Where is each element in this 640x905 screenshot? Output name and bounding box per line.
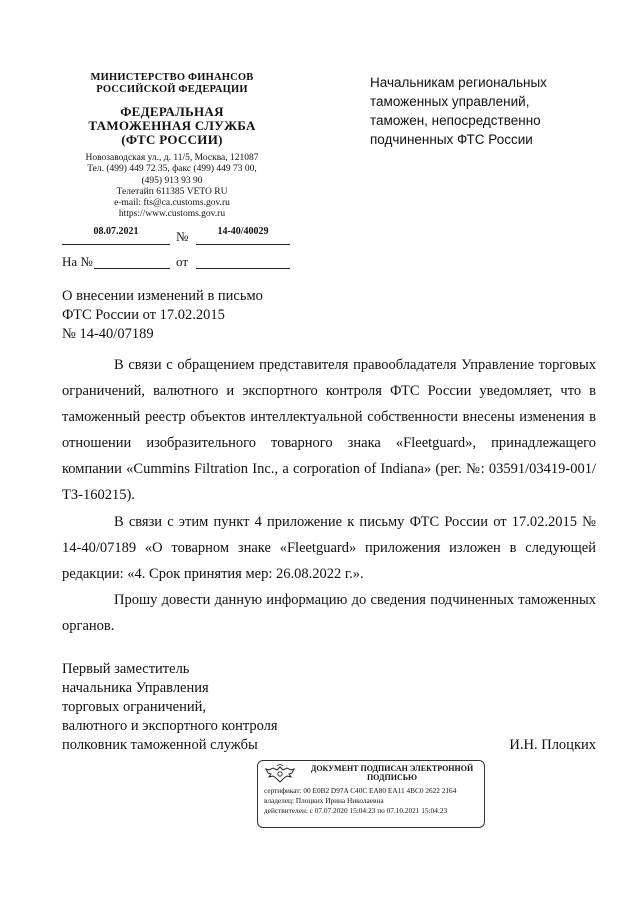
recipient-line-1: Начальникам региональных xyxy=(370,75,547,90)
signatory-line-5: полковник таможенной службы xyxy=(62,737,258,753)
signatory-line-4: валютного и экспортного контроля xyxy=(62,718,278,734)
website: https://www.customs.gov.ru xyxy=(118,209,226,220)
recipient-line-3: таможен, непосредственно xyxy=(370,113,541,128)
recipient-line-2: таможенных управлений, xyxy=(370,94,530,109)
body-paragraph-2-text: В связи с этим пункт 4 приложение к письму ФТС России от 17.02.2015 № 14-40/07189 «О товарном знаке «Fleetguard» приложения изложен в следующей редакции: «4. Срок принятия мер: 26.08.2022 г.». xyxy=(62,514,596,582)
reply-number-blank xyxy=(94,253,170,269)
teletype: Телетайп 611385 VETO RU xyxy=(116,186,228,197)
from-label: от xyxy=(176,254,189,269)
subject-line-1: О внесении изменений в письмо xyxy=(62,288,263,304)
e-signature-stamp xyxy=(257,760,485,828)
agency-line-2: ТАМОЖЕННАЯ СЛУЖБА xyxy=(88,118,256,133)
agency-header xyxy=(56,105,288,147)
registration-number: 14-40/40029 xyxy=(196,224,290,245)
signatory-line-1: Первый заместитель xyxy=(62,661,190,677)
registration-number-sign: № xyxy=(176,229,189,244)
signatory-line-3: торговых ограничений, xyxy=(62,699,206,715)
stamp-certificate: сертификат: 00 E0B2 D97A C40C EA80 EA11 4BC0 2622 2164 xyxy=(264,786,457,795)
signatory-line-2: начальника Управления xyxy=(62,680,209,696)
body-paragraph-3 xyxy=(62,587,596,639)
address-line-2: Тел. (499) 449 72 35, факс (499) 449 73 00, xyxy=(87,164,257,175)
stamp-title: ДОКУМЕНТ ПОДПИСАН ЭЛЕКТРОННОЙ ПОДПИСЬЮ xyxy=(310,764,474,782)
eagle-emblem-icon xyxy=(263,764,297,784)
agency-contacts xyxy=(56,153,288,221)
email: e-mail: fts@ca.customs.gov.ru xyxy=(114,198,230,209)
body-paragraph-1 xyxy=(62,352,596,508)
body-paragraph-1-text: В связи с обращением представителя правообладателя Управление торговых ограничений, валютного и экспортного контроля ФТС России уведомляет, что в таможенный реестр объектов интеллектуальной собственности внесены изменения в отношении изобразительного товарного знака «Fleetguard», принадлежащего компании «Cummins Filtration Inc., a corporation of Indiana» (рег. №: 03591/03419-001/ТЗ-160215). xyxy=(62,357,596,503)
address-line-3: (495) 913 93 90 xyxy=(141,175,203,186)
subject-line-3: № 14-40/07189 xyxy=(62,326,154,342)
ministry-header xyxy=(56,72,288,96)
stamp-details xyxy=(264,786,480,815)
signatory-name: И.Н. Плоцких xyxy=(509,737,596,753)
agency-line-3: (ФТС РОССИИ) xyxy=(121,132,223,147)
ministry-line-2: РОССИЙСКОЙ ФЕДЕРАЦИИ xyxy=(96,84,248,95)
stamp-validity: действителен: с 07.07.2020 15:04:23 по 07.10.2021 15:04:23 xyxy=(264,805,448,815)
signatory-position xyxy=(62,660,362,755)
reply-label: На № xyxy=(62,254,93,269)
registration-date: 08.07.2021 xyxy=(62,224,170,245)
stamp-owner: владелец: Плоцких Ирина Николаевна xyxy=(264,795,384,805)
agency-line-1: ФЕДЕРАЛЬНАЯ xyxy=(120,104,224,119)
body-paragraph-3-text: Прошу довести данную информацию до сведения подчиненных таможенных органов. xyxy=(62,592,596,634)
recipient-block xyxy=(370,73,610,149)
address-line-1: Новозаводская ул., д. 11/5, Москва, 121087 xyxy=(85,153,259,163)
reply-date-blank xyxy=(196,253,290,269)
body-paragraph-2 xyxy=(62,509,596,587)
recipient-line-4: подчиненных ФТС России xyxy=(370,132,533,147)
ministry-line-1: МИНИСТЕРСТВО ФИНАНСОВ xyxy=(90,72,254,83)
subject-line-2: ФТС России от 17.02.2015 xyxy=(62,307,225,323)
subject-block xyxy=(62,287,362,344)
